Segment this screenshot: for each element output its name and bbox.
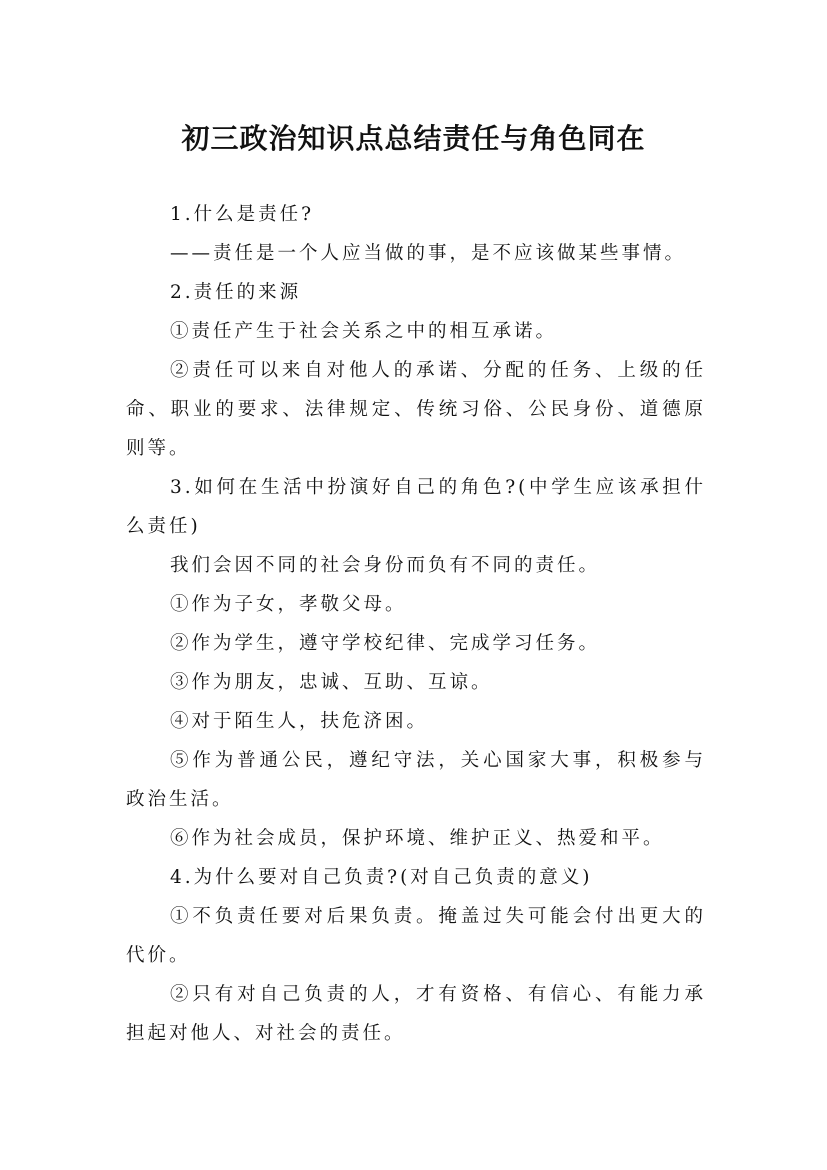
paragraph: 1.什么是责任? [170,204,315,225]
paragraph: ②责任可以来自对他人的承诺、分配的任务、上级的任命、职业的要求、法律规定、传统习俗、公民身份、道德原则等。 [126,360,706,459]
paragraph: 我们会因不同的社会身份而负有不同的责任。 [170,555,601,576]
paragraph: ①责任产生于社会关系之中的相互承诺。 [170,321,558,342]
paragraph: ②只有对自己负责的人，才有资格、有信心、有能力承担起对他人、对社会的责任。 [126,984,706,1044]
document-title: 初三政治知识点总结责任与角色同在 [181,121,646,155]
paragraph: 2.责任的来源 [170,282,302,303]
paragraph: ⑤作为普通公民，遵纪守法，关心国家大事，积极参与政治生活。 [126,750,706,810]
paragraph: ①不负责任要对后果负责。掩盖过失可能会付出更大的代价。 [126,906,706,966]
paragraph: ①作为子女，孝敬父母。 [170,594,407,615]
paragraph: 3.如何在生活中扮演好自己的角色?(中学生应该承担什么责任) [126,477,706,537]
paragraph: ——责任是一个人应当做的事，是不应该做某些事情。 [170,243,687,264]
paragraph: ⑥作为社会成员，保护环境、维护正义、热爱和平。 [170,828,665,849]
paragraph: 4.为什么要对自己负责?(对自己负责的意义) [170,867,593,888]
paragraph: ②作为学生，遵守学校纪律、完成学习任务。 [170,633,601,654]
document-body [126,195,706,1053]
paragraph: ③作为朋友，忠诚、互助、互谅。 [170,672,493,693]
paragraph: ④对于陌生人，扶危济困。 [170,711,429,732]
